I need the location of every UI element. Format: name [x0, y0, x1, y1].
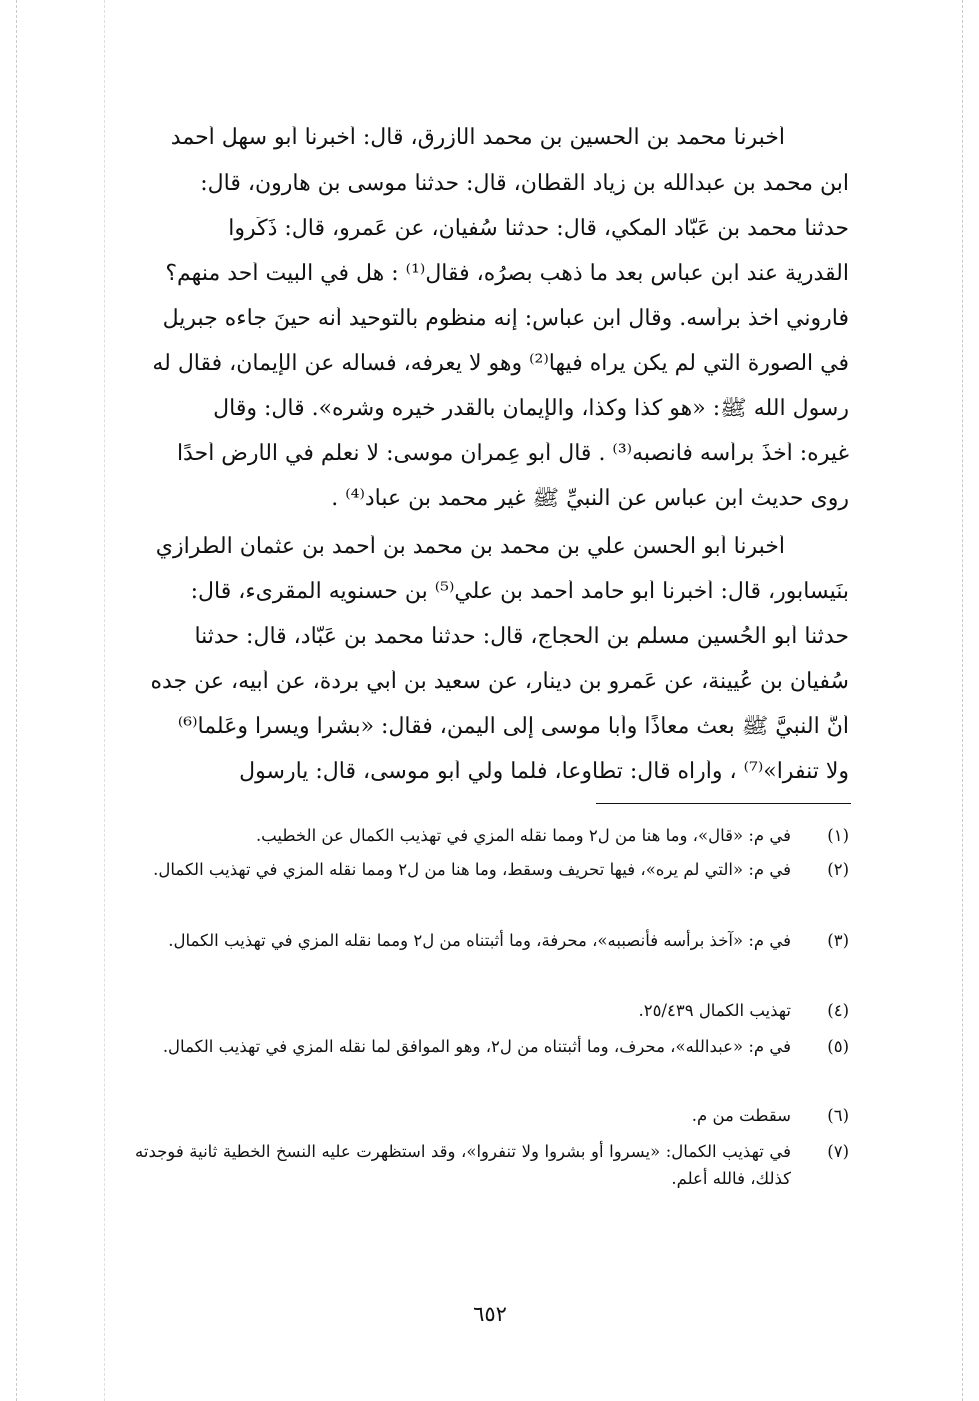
footnote-3 — [135, 927, 849, 983]
footnote-number: (١) — [827, 826, 849, 845]
footnote-number: (٣) — [827, 931, 849, 950]
text-line: حدثنا أبو الحُسين مسلم بن الحجاج، قال: حدثنا محمد بن عَبّاد، قال: حدثنا — [194, 625, 849, 649]
footnote-6 — [135, 1102, 849, 1130]
text-line: فأروني آخذ برأسه. وقال ابن عباس: إنه منظوم بالتوحيد أنه حينَ جاءه جبريل — [162, 307, 849, 331]
scan-margin-line — [16, 0, 18, 1401]
footnote-5 — [135, 1033, 849, 1089]
footnote-text: في م: «عبدالله»، محرف، وما أثبتناه من ل٢، وهو الموافق لما نقله المزي في تهذيب الكمال. — [162, 1037, 791, 1056]
text-line: سُفيان بن عُيينة، عن عَمرو بن دينار، عن سعيد بن أبي بردة، عن أبيه، عن جده — [150, 670, 849, 694]
text-line: ولا تنفرا»⁽⁷⁾ ، وأُراه قال: تطاوعا، فلما ولي أبو موسى، قال: يارسول — [239, 760, 849, 784]
footnote-text: في م: «التي لم يره»، فيها تحريف وسقط، وما هنا من ل٢ ومما نقله المزي في تهذيب الكمال. — [153, 860, 791, 879]
footnote-text: تهذيب الكمال ٢٥/٤٣٩. — [638, 1001, 791, 1020]
text-line: أنَّ النبيَّ ﷺ بعث معاذًا وأبا موسى إلى اليمن، فقال: «بشرا ويسرا وعَلِّما⁽⁶⁾ — [177, 715, 849, 739]
text-line: حدثنا محمد بن عَبّاد المكي، قال: حدثنا سُفيان، عن عَمرو، قال: ذَكَروا — [228, 217, 849, 241]
text-line: بنَيسابور، قال: أخبرنا أبو حامد أحمد بن علي⁽⁵⁾ بن حسنويه المقرىء، قال: — [190, 580, 849, 604]
footnote-1 — [135, 822, 849, 850]
text-line: غيره: أخذَ برأسه فأنصبه⁽³⁾ . قال أبو عِمران موسى: لا نعلم في الأرض أحدًا — [176, 442, 849, 466]
footnote-number: (٧) — [827, 1142, 849, 1161]
footnote-7 — [135, 1138, 849, 1194]
footnote-number: (٥) — [827, 1037, 849, 1056]
text-line: في الصورة التي لم يكن يراه فيها⁽²⁾ وهو لا يعرفه، فسأله عن الإيمان، فقال له — [152, 352, 849, 376]
text-line: أخبرنا أبو الحسن علي بن محمد بن محمد بن أحمد بن عثمان الطَّرازي — [155, 535, 785, 559]
footnote-text: سقطت من م. — [691, 1106, 791, 1125]
scan-margin-line — [104, 0, 106, 1401]
text-line: ابن محمد بن عبدالله بن زياد القطان، قال: حدثنا موسى بن هارون، قال: — [200, 172, 849, 196]
page-number: ٦٥٢ — [473, 1302, 507, 1326]
footnote-text: في م: «آخذ برأسه فأنصببه»، محرفة، وما أثبتناه من ل٢ ومما نقله المزي في تهذيب الكمال. — [168, 931, 791, 950]
text-line: أخبرنا محمد بن الحسين بن محمد الأزرق، قال: أخبرنا أبو سهل أحمد — [170, 126, 785, 150]
footnote-number: (٦) — [827, 1106, 849, 1125]
footnote-separator — [596, 803, 851, 804]
text-line: روى حديث ابن عباس عن النبيِّ ﷺ غير محمد بن عباد⁽⁴⁾ . — [331, 487, 849, 511]
footnote-text: في تهذيب الكمال: «يسروا أو بشروا ولا تنفروا»، وقد استظهرت عليه النسخ الخطية ثانية فوجدته كذلك، فالله أعلم. — [135, 1142, 791, 1188]
footnote-2 — [135, 856, 849, 912]
footnote-4 — [135, 997, 849, 1025]
scan-margin-line — [962, 0, 964, 1401]
footnote-text: في م: «قال»، وما هنا من ل٢ ومما نقله المزي في تهذيب الكمال عن الخطيب. — [255, 826, 791, 845]
footnote-number: (٤) — [827, 1001, 849, 1020]
text-line: القدرية عند ابن عباس بعد ما ذهب بصرُه، فقال⁽¹⁾ : هل في البيت أحد منهم؟ — [165, 262, 849, 286]
text-line: رسول الله ﷺ: «هو كذا وكذا، والإيمان بالقدر خيره وشره». قال: وقال — [213, 397, 849, 421]
footnote-number: (٢) — [827, 860, 849, 879]
